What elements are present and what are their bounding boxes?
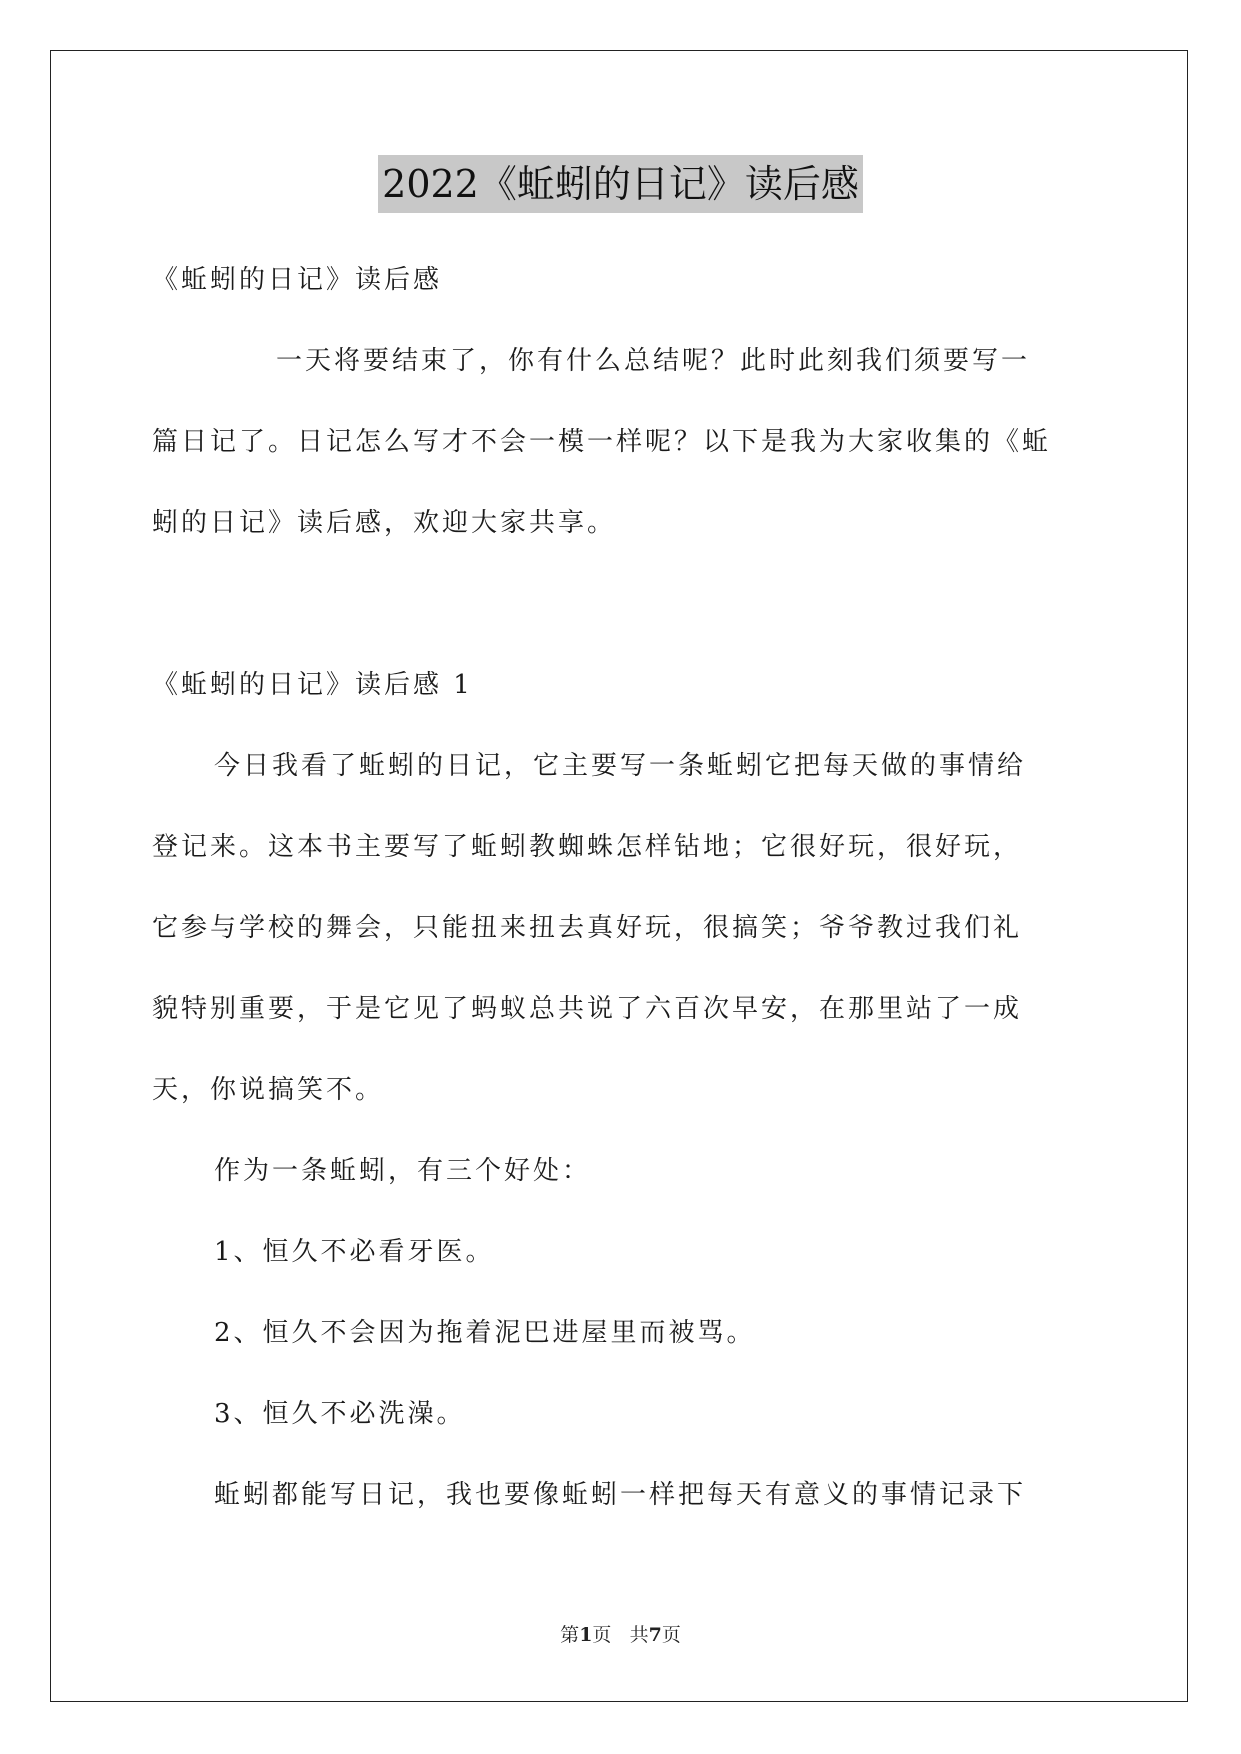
list-item: 3、恒久不必洗澡。 — [214, 1399, 466, 1429]
title-container — [0, 155, 1241, 213]
closing-line: 蚯蚓都能写日记，我也要像蚯蚓一样把每天有意义的事情记录下 — [214, 1480, 1027, 1510]
document-body — [152, 240, 1092, 1536]
paragraph-line: 登记来。这本书主要写了蚯蚓教蜘蛛怎样钻地；它很好玩，很好玩， — [152, 832, 1023, 862]
paragraph-line: 今日我看了蚯蚓的日记，它主要写一条蚯蚓它把每天做的事情给 — [214, 751, 1027, 781]
footer-total-pages: 7 — [648, 1624, 662, 1646]
page-footer — [0, 1620, 1241, 1647]
intro-line: 蚓的日记》读后感，欢迎大家共享。 — [152, 508, 617, 538]
footer-current-page: 1 — [579, 1624, 593, 1646]
paragraph-line: 天，你说搞笑不。 — [152, 1075, 385, 1105]
footer-total-suffix: 页 — [661, 1624, 681, 1646]
footer-page-word: 页 — [592, 1624, 612, 1646]
list-item: 1、恒久不必看牙医。 — [214, 1237, 495, 1267]
paragraph-line: 它参与学校的舞会，只能扭来扭去真好玩，很搞笑；爷爷教过我们礼 — [152, 913, 1023, 943]
footer-total-prefix: 共 — [629, 1624, 649, 1646]
intro-line: 篇日记了。日记怎么写才不会一模一样呢？以下是我为大家收集的《蚯 — [152, 427, 1052, 457]
document-subtitle: 《蚯蚓的日记》读后感 — [152, 265, 443, 295]
document-title: 2022《蚯蚓的日记》读后感 — [378, 155, 863, 213]
list-item: 2、恒久不会因为拖着泥巴进屋里而被骂。 — [214, 1318, 756, 1348]
intro-line: 一天将要结束了，你有什么总结呢？此时此刻我们须要写一 — [276, 346, 1031, 376]
list-intro: 作为一条蚯蚓，有三个好处： — [214, 1156, 592, 1186]
footer-prefix: 第 — [560, 1624, 580, 1646]
paragraph-gap — [152, 564, 1092, 645]
section-heading: 《蚯蚓的日记》读后感 1 — [152, 670, 473, 700]
paragraph-line: 貌特别重要，于是它见了蚂蚁总共说了六百次早安，在那里站了一成 — [152, 994, 1023, 1024]
